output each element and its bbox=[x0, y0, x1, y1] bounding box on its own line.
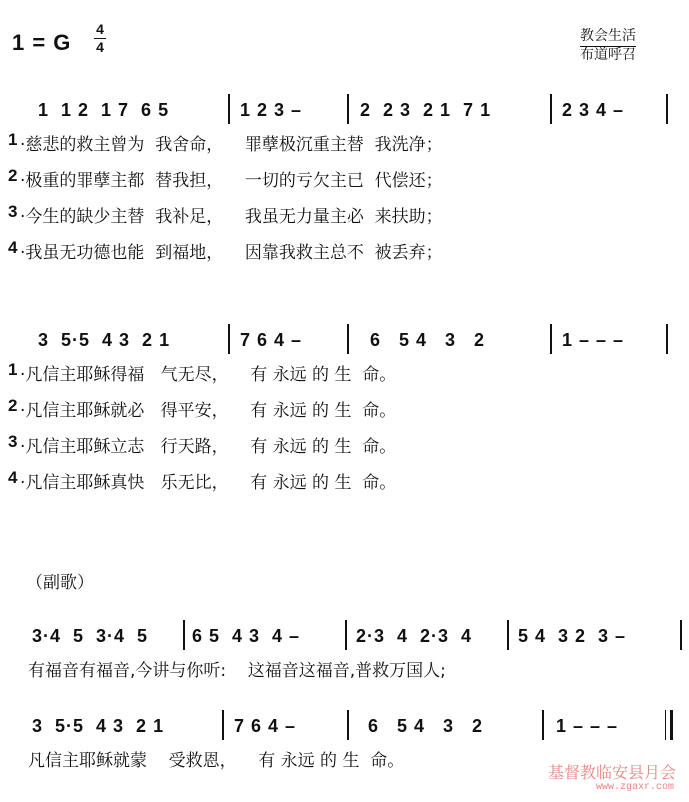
staff-chorus-1 bbox=[0, 626, 689, 688]
verse-text: ·凡信主耶稣就必 得平安， 有 永远 的 生 命。 bbox=[20, 401, 397, 421]
watermark-url: www.zgaxr.com bbox=[596, 782, 675, 793]
verse-number: 1 bbox=[8, 130, 18, 149]
measure-1: 3·4 5 3·4 5 bbox=[32, 626, 149, 646]
measure-3: 2·3 4 2·3 4 bbox=[356, 626, 473, 646]
verse-number: 1 bbox=[8, 360, 18, 379]
notation-row bbox=[0, 330, 689, 356]
time-signature-bottom: 4 bbox=[96, 39, 104, 55]
verse-number: 4 bbox=[8, 468, 18, 487]
verse-line bbox=[0, 126, 689, 162]
measure-3: 2 2 3 2 1 7 1 bbox=[360, 100, 492, 120]
chorus-lyric bbox=[0, 652, 689, 688]
chorus-lyric-text: 有福音有福音,今讲与你听: 这福音这福音,普救万国人; bbox=[28, 661, 446, 681]
time-signature bbox=[94, 22, 106, 55]
measure-4: 1 – – – bbox=[556, 716, 619, 736]
verse-line bbox=[0, 162, 689, 198]
measure-2: 7 6 4 – bbox=[234, 716, 297, 736]
time-signature-top: 4 bbox=[96, 21, 104, 37]
chorus-label: （副歌） bbox=[26, 573, 94, 593]
source-label bbox=[580, 28, 636, 65]
verse-text: ·慈悲的救主曾为 我舍命， 罪孽极沉重主替 我洗净； bbox=[20, 135, 443, 155]
key-signature: 1 = G bbox=[12, 30, 72, 55]
source-line-1: 教会生活 bbox=[580, 28, 636, 47]
verse-number: 4 bbox=[8, 238, 18, 257]
verse-line bbox=[0, 234, 689, 270]
measure-4: 1 – – – bbox=[562, 330, 625, 350]
notation-row bbox=[0, 100, 689, 126]
measure-2: 7 6 4 – bbox=[240, 330, 303, 350]
verse-text: ·我虽无功德也能 到福地， 因靠我救主总不 被丢弃； bbox=[20, 243, 443, 263]
source-line-2: 布道呼召 bbox=[580, 47, 636, 63]
measure-1: 3 5·5 4 3 2 1 bbox=[38, 330, 171, 350]
verse-text: ·凡信主耶稣得福 气无尽， 有 永远 的 生 命。 bbox=[20, 365, 397, 385]
verse-line bbox=[0, 198, 689, 234]
verse-text: ·凡信主耶稣真快 乐无比， 有 永远 的 生 命。 bbox=[20, 473, 397, 493]
verse-text: ·今生的缺少主替 我补足， 我虽无力量主必 来扶助； bbox=[20, 207, 443, 227]
verse-number: 3 bbox=[8, 202, 18, 221]
notation-row bbox=[0, 716, 689, 742]
verse-number: 3 bbox=[8, 432, 18, 451]
verse-text: ·凡信主耶稣立志 行天路， 有 永远 的 生 命。 bbox=[20, 437, 397, 457]
verse-line bbox=[0, 464, 689, 500]
measure-4: 5 4 3 2 3 – bbox=[518, 626, 627, 646]
measure-3: 6 5 4 3 2 bbox=[368, 716, 484, 736]
verse-line bbox=[0, 392, 689, 428]
chorus-lyric-text: 凡信主耶稣就蒙 受救恩， 有 永远 的 生 命。 bbox=[28, 751, 405, 771]
verse-text: ·极重的罪孽主都 替我担， 一切的亏欠主已 代偿还； bbox=[20, 171, 443, 191]
verse-line bbox=[0, 428, 689, 464]
watermark-text: 基督教临安县月会 bbox=[548, 763, 677, 782]
measure-3: 6 5 4 3 2 bbox=[370, 330, 486, 350]
measure-1: 3 5·5 4 3 2 1 bbox=[32, 716, 165, 736]
notation-row bbox=[0, 626, 689, 652]
measure-1: 1 1 2 1 7 6 5 bbox=[38, 100, 170, 120]
verse-number: 2 bbox=[8, 166, 18, 185]
measure-4: 2 3 4 – bbox=[562, 100, 625, 120]
staff-section-2 bbox=[0, 330, 689, 500]
measure-2: 1 2 3 – bbox=[240, 100, 303, 120]
verse-line bbox=[0, 356, 689, 392]
verse-number: 2 bbox=[8, 396, 18, 415]
staff-section-1 bbox=[0, 100, 689, 270]
measure-2: 6 5 4 3 4 – bbox=[192, 626, 301, 646]
